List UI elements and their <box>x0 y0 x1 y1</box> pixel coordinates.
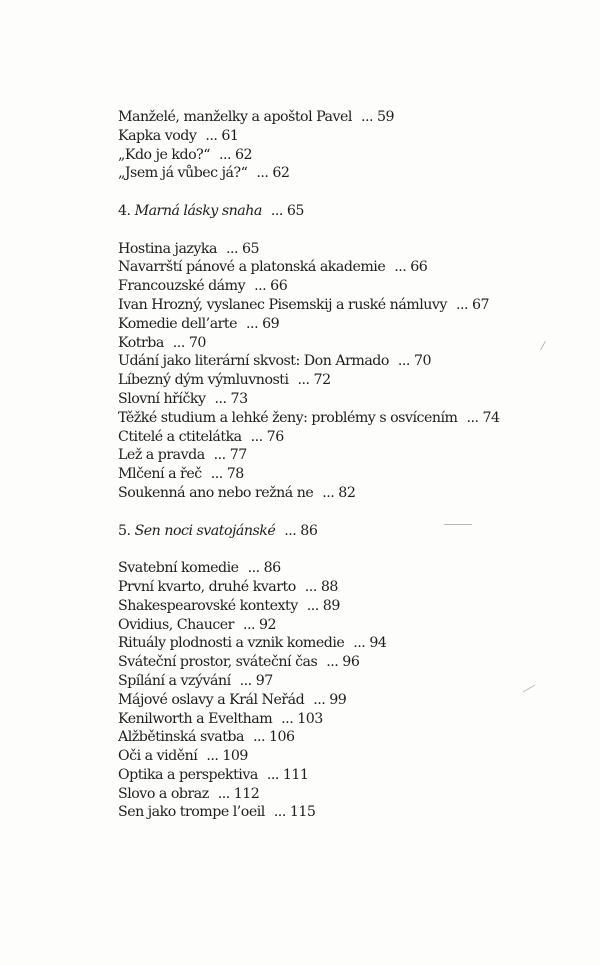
toc-entry-page: ... 61 <box>205 127 239 144</box>
toc-entry <box>118 277 578 296</box>
toc-entry-title: Kotrba <box>118 334 164 351</box>
toc-entry-page: ... 66 <box>254 278 288 295</box>
toc-group-chapter4 <box>118 240 578 503</box>
table-of-contents <box>118 108 578 822</box>
chapter-heading-5 <box>118 522 578 541</box>
toc-entry-title: Alžbětinská svatba <box>118 729 244 746</box>
toc-entry-page: ... 62 <box>218 146 253 163</box>
toc-entry <box>118 484 578 503</box>
chapter-page: ... 86 <box>284 522 318 539</box>
spacer <box>118 540 578 559</box>
toc-entry <box>118 240 578 259</box>
spacer <box>118 503 578 522</box>
chapter-heading-4 <box>118 202 578 221</box>
toc-entry-title: Májové oslavy a Král Neřád <box>118 691 305 708</box>
toc-entry-title: Ivan Hrozný, vyslanec Pisemskij a ruské námluvy <box>118 296 447 313</box>
chapter-number: 4. <box>118 202 131 219</box>
toc-entry-page: ... 97 <box>239 672 273 689</box>
toc-entry-page: ... 111 <box>266 766 309 783</box>
toc-entry-page: ... 109 <box>206 748 248 765</box>
toc-entry-page: ... 62 <box>256 165 290 182</box>
toc-entry <box>118 672 578 691</box>
toc-entry-title: Těžké studium a lehké ženy: problémy s osvícením <box>118 409 458 426</box>
toc-entry <box>118 597 578 616</box>
toc-entry-page: ... 112 <box>217 785 260 802</box>
toc-entry-page: ... 66 <box>394 259 428 276</box>
toc-entry-page: ... 106 <box>252 729 295 746</box>
toc-entry <box>118 108 578 127</box>
toc-entry-page: ... 82 <box>322 484 356 501</box>
toc-entry-page: ... 67 <box>455 296 490 313</box>
toc-entry-page: ... 88 <box>304 578 338 595</box>
toc-entry-title: Soukenná ano nebo režná ne <box>118 484 314 501</box>
toc-entry-page: ... 89 <box>306 597 340 614</box>
toc-entry-title: Navarrští pánové a platonská akademie <box>118 259 386 276</box>
toc-entry-page: ... 65 <box>225 240 260 257</box>
toc-entry <box>118 428 578 447</box>
toc-entry-page: ... 92 <box>242 616 277 633</box>
toc-entry-title: Kapka vody <box>118 127 197 144</box>
toc-entry <box>118 258 578 277</box>
spacer <box>118 221 578 240</box>
toc-entry-title: Svatební komedie <box>118 560 239 577</box>
toc-entry <box>118 296 578 315</box>
toc-entry-title: Spílání a vzývání <box>118 672 231 689</box>
toc-entry-title: Rituály plodnosti a vznik komedie <box>118 635 345 652</box>
toc-entry-title: Shakespearovské kontexty <box>118 597 298 614</box>
toc-entry-page: ... 70 <box>397 353 431 370</box>
toc-entry-page: ... 69 <box>246 315 280 332</box>
toc-entry <box>118 146 578 165</box>
toc-entry <box>118 352 578 371</box>
toc-entry <box>118 691 578 710</box>
toc-entry-page: ... 72 <box>297 372 331 389</box>
toc-group-chapter3-tail <box>118 108 578 183</box>
toc-entry-title: Slovní hříčky <box>118 390 206 407</box>
toc-entry-title: Sen jako trompe l’oeil <box>118 804 265 821</box>
toc-entry-title: Ovidius, Chaucer <box>118 616 234 633</box>
toc-entry-page: ... 94 <box>353 635 387 652</box>
toc-entry <box>118 747 578 766</box>
toc-entry-title: „Kdo je kdo?“ <box>118 146 210 163</box>
toc-entry <box>118 785 578 804</box>
toc-entry <box>118 766 578 785</box>
toc-entry-page: ... 103 <box>281 710 323 727</box>
chapter-title: Marná lásky snaha <box>134 202 262 219</box>
toc-entry <box>118 653 578 672</box>
chapter-page: ... 65 <box>270 202 304 219</box>
toc-entry-title: Líbezný dým výmluvnosti <box>118 372 289 389</box>
toc-group-chapter5 <box>118 559 578 822</box>
toc-entry-title: Udání jako literární skvost: Don Armado <box>118 353 389 370</box>
toc-entry <box>118 164 578 183</box>
toc-entry-page: ... 76 <box>250 428 284 445</box>
toc-entry <box>118 446 578 465</box>
toc-entry-title: Sváteční prostor, sváteční čas <box>118 654 318 671</box>
scan-mark <box>444 524 472 525</box>
toc-entry-title: Komedie dell’arte <box>118 315 238 332</box>
toc-entry-title: Ctitelé a ctitelátka <box>118 428 242 445</box>
toc-entry-title: Manželé, manželky a apoštol Pavel <box>118 109 352 125</box>
toc-entry <box>118 578 578 597</box>
toc-entry-page: ... 73 <box>214 390 248 407</box>
chapter-title: Sen noci svatojánské <box>134 522 276 539</box>
toc-entry-title: Francouzské dámy <box>118 278 246 295</box>
toc-entry-page: ... 74 <box>466 409 500 426</box>
toc-entry-title: Mlčení a řeč <box>118 466 202 483</box>
toc-entry-title: Kenilworth a Eveltham <box>118 710 273 727</box>
toc-entry-page: ... 96 <box>326 654 360 671</box>
toc-entry <box>118 465 578 484</box>
toc-entry <box>118 127 578 146</box>
toc-entry-page: ... 77 <box>213 447 247 464</box>
toc-entry <box>118 634 578 653</box>
toc-entry <box>118 616 578 635</box>
toc-entry-page: ... 70 <box>172 334 206 351</box>
toc-entry-title: První kvarto, druhé kvarto <box>118 578 296 595</box>
toc-entry <box>118 409 578 428</box>
toc-entry-title: Lež a pravda <box>118 447 205 464</box>
toc-entry-page: ... 115 <box>273 804 316 821</box>
toc-entry <box>118 371 578 390</box>
toc-entry-page: ... 86 <box>247 560 281 577</box>
toc-entry-title: „Jsem já vůbec já?“ <box>118 165 248 182</box>
spacer <box>118 183 578 202</box>
toc-entry-title: Slovo a obraz <box>118 785 209 802</box>
toc-entry-title: Hostina jazyka <box>118 240 217 257</box>
toc-entry <box>118 710 578 729</box>
toc-entry <box>118 390 578 409</box>
toc-entry <box>118 334 578 353</box>
toc-entry <box>118 728 578 747</box>
toc-entry-title: Oči a vidění <box>118 748 198 765</box>
toc-entry <box>118 315 578 334</box>
toc-entry-title: Optika a perspektiva <box>118 766 258 783</box>
toc-entry-page: ... 78 <box>210 466 244 483</box>
toc-entry <box>118 559 578 578</box>
toc-entry-page: ... 99 <box>313 691 347 708</box>
toc-entry <box>118 803 578 822</box>
toc-entry-page: ... 59 <box>360 109 395 125</box>
chapter-number: 5. <box>118 522 131 539</box>
